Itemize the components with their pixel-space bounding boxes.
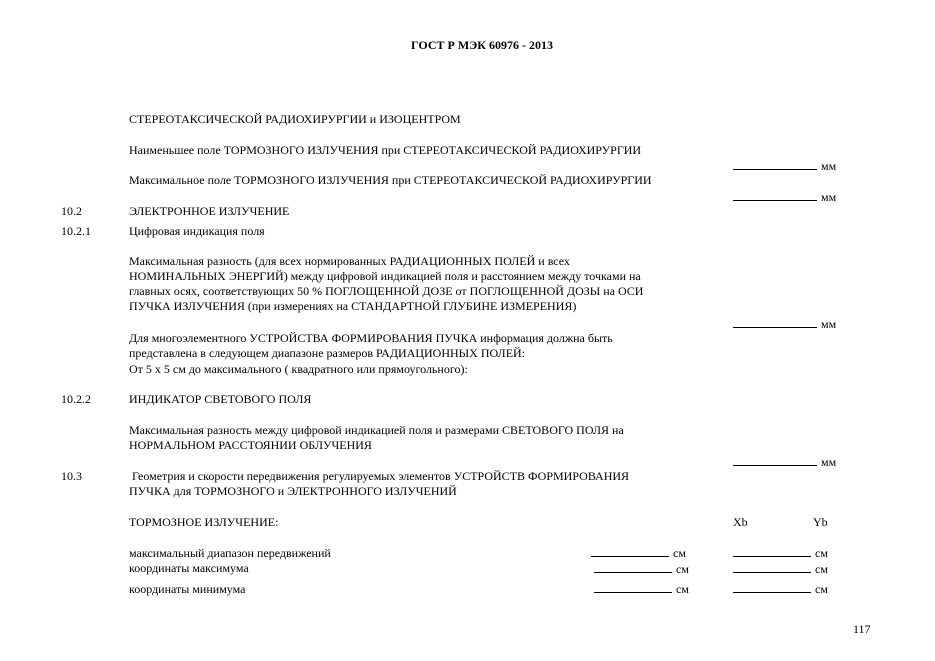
text-line: НОРМАЛЬНОМ РАССТОЯНИИ ОБЛУЧЕНИЯ bbox=[129, 438, 372, 452]
fill-mm-1[interactable]: мм bbox=[733, 159, 836, 174]
fill-mm-4[interactable]: мм bbox=[733, 455, 836, 470]
text-line: Максимальная разность (для всех нормированных РАДИАЦИОННЫХ ПОЛЕЙ и всех bbox=[129, 254, 570, 268]
fill-cm-xb-1[interactable]: см bbox=[591, 546, 686, 561]
text-line: представлена в следующем диапазоне размеров РАДИАЦИОННЫХ ПОЛЕЙ: bbox=[129, 346, 526, 360]
text-line: Геометрия и скорости передвижения регулируемых элементов УСТРОЙСТВ ФОРМИРОВАНИЯ bbox=[129, 469, 630, 483]
section-number: 10.2.1 bbox=[61, 224, 91, 238]
subsection-label: ТОРМОЗНОЕ ИЗЛУЧЕНИЕ: bbox=[129, 515, 279, 529]
section-title: Цифровая индикация поля bbox=[129, 224, 265, 238]
fill-cm-yb-3[interactable]: см bbox=[733, 582, 828, 597]
text-line: ПУЧКА для ТОРМОЗНОГО и ЭЛЕКТРОННОГО ИЗЛУЧЕНИЙ bbox=[129, 484, 457, 498]
section-title: ИНДИКАТОР СВЕТОВОГО ПОЛЯ bbox=[129, 392, 312, 406]
row-label: координаты максимума bbox=[129, 561, 249, 575]
text-line: От 5 х 5 см до максимального ( квадратного или прямоугольного): bbox=[129, 362, 468, 376]
row-label: максимальный диапазон передвижений bbox=[129, 546, 331, 560]
fill-cm-yb-2[interactable]: см bbox=[733, 562, 828, 577]
fill-mm-3[interactable]: мм bbox=[733, 317, 836, 332]
section-number: 10.2 bbox=[61, 204, 82, 218]
fill-cm-xb-2[interactable]: см bbox=[594, 562, 689, 577]
text-line: ПУЧКА ИЗЛУЧЕНИЯ (при измерениях на СТАНДАРТНОЙ ГЛУБИНЕ ИЗМЕРЕНИЯ) bbox=[129, 299, 577, 313]
column-header-xb: Xb bbox=[733, 515, 748, 529]
text-line: главных осях, соответствующих 50 % ПОГЛОЩЕННОЙ ДОЗЕ от ПОГЛОЩЕННОЙ ДОЗЫ на ОСИ bbox=[129, 284, 644, 298]
fill-cm-xb-3[interactable]: см bbox=[594, 582, 689, 597]
text-line: Максимальное поле ТОРМОЗНОГО ИЗЛУЧЕНИЯ при СТЕРЕОТАКСИЧЕСКОЙ РАДИОХИРУРГИИ bbox=[129, 173, 652, 187]
section-number: 10.3 bbox=[61, 469, 82, 483]
fill-mm-2[interactable]: мм bbox=[733, 190, 836, 205]
fill-cm-yb-1[interactable]: см bbox=[733, 546, 828, 561]
page-number: 117 bbox=[853, 622, 871, 636]
text-line: НОМИНАЛЬНЫХ ЭНЕРГИЙ) между цифровой индикацией поля и расстоянием между точками на bbox=[129, 269, 641, 283]
text-line: Наименьшее поле ТОРМОЗНОГО ИЗЛУЧЕНИЯ при СТЕРЕОТАКСИЧЕСКОЙ РАДИОХИРУРГИИ bbox=[129, 143, 642, 157]
section-number: 10.2.2 bbox=[61, 392, 91, 406]
section-title: ЭЛЕКТРОННОЕ ИЗЛУЧЕНИЕ bbox=[129, 204, 290, 218]
text-line: Для многоэлементного УСТРОЙСТВА ФОРМИРОВАНИЯ ПУЧКА информация должна быть bbox=[129, 331, 613, 345]
text-line: Максимальная разность между цифровой индикацией поля и размерами СВЕТОВОГО ПОЛЯ на bbox=[129, 423, 624, 437]
column-header-yb: Yb bbox=[813, 515, 828, 529]
text-line: СТЕРЕОТАКСИЧЕСКОЙ РАДИОХИРУРГИИ и ИЗОЦЕНТРОМ bbox=[129, 112, 461, 126]
row-label: координаты минимума bbox=[129, 582, 246, 596]
page-header: ГОСТ Р МЭК 60976 - 2013 bbox=[411, 38, 553, 52]
